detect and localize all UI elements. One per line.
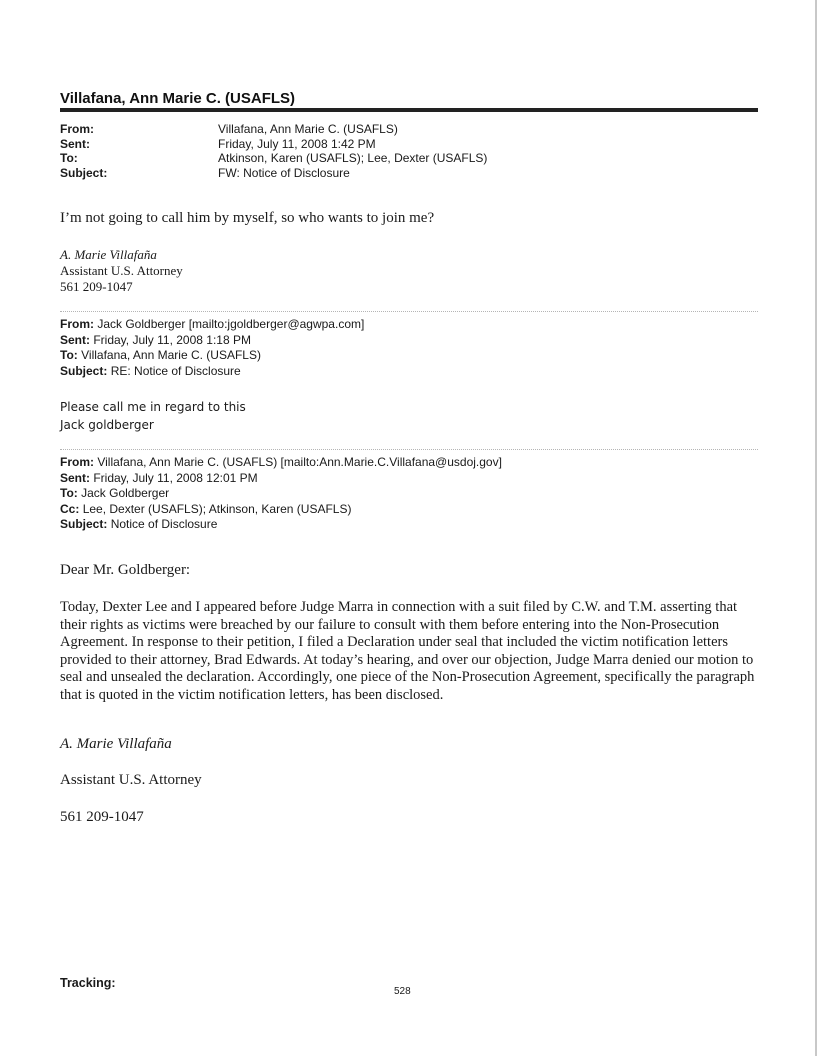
fwd2-sent-label: Sent:: [60, 470, 90, 485]
header-subject-row: [60, 166, 487, 181]
to-value: Atkinson, Karen (USAFLS); Lee, Dexter (USAFLS): [218, 151, 488, 165]
greeting: Dear Mr. Goldberger:: [60, 562, 191, 578]
fwd2-cc-label: Cc:: [60, 501, 80, 516]
fwd2-sent-value: Friday, July 11, 2008 12:01 PM: [93, 470, 258, 485]
forwarded-header-2: [60, 455, 502, 533]
forwarded-message-1-body: [60, 398, 246, 434]
fwd2-subject-label: Subject:: [60, 517, 108, 531]
signature-name: A. Marie Villafaña: [60, 736, 172, 752]
fwd2-from-label: From:: [60, 455, 94, 469]
to-label: To:: [60, 151, 78, 165]
signature-title: Assistant U.S. Attorney: [60, 263, 183, 278]
signature-phone: 561 209-1047: [60, 809, 144, 825]
fwd2-from-value: Villafana, Ann Marie C. (USAFLS) [mailto:Ann.Marie.C.Villafana@usdoj.gov]: [97, 455, 502, 469]
page-number: 528: [394, 986, 411, 997]
fwd1-body-line: Jack goldberger: [60, 418, 154, 432]
signature-title: Assistant U.S. Attorney: [60, 772, 202, 788]
fwd1-sent-label: Sent:: [60, 332, 90, 347]
fwd1-to-label: To:: [60, 348, 78, 362]
fwd2-to-label: To:: [60, 486, 78, 500]
document-title: Villafana, Ann Marie C. (USAFLS): [60, 90, 296, 107]
fwd2-subject-value: Notice of Disclosure: [110, 517, 218, 531]
fwd2-to-value: Jack Goldberger: [81, 486, 170, 500]
forward-divider: [60, 311, 758, 312]
fwd1-from-label: From:: [60, 317, 94, 331]
subject-label: Subject:: [60, 165, 108, 180]
fwd1-from-value: Jack Goldberger [mailto:jgoldberger@agwpa.com]: [97, 317, 365, 331]
from-label: From:: [60, 122, 94, 136]
forwarded-message-2-body: Today, Dexter Lee and I appeared before Judge Marra in connection with a suit filed by C.W. and T.M. asserting that their rights as victims were breached by our failure to consult with them before entering into the Non-Prosecution Agreement. In response to their petition, I filed a Declaration under seal that included the victim notification letters provided to their attorney, Brad Edwards. At today’s hearing, and over our objection, Judge Marra denied our motion to seal and unsealed the declaration. Accordingly, one piece of the Non-Prosecution Agreement, specifically the paragraph that is quoted in the victim notification letters, has been disclosed.: [60, 599, 755, 703]
fwd1-to-value: Villafana, Ann Marie C. (USAFLS): [81, 348, 261, 362]
signature-name: A. Marie Villafaña: [60, 247, 157, 262]
subject-value: FW: Notice of Disclosure: [218, 165, 350, 180]
forwarded-header-1: [60, 317, 364, 379]
sent-value: Friday, July 11, 2008 1:42 PM: [218, 136, 376, 151]
tracking-label: Tracking:: [60, 976, 116, 990]
signature-phone: 561 209-1047: [60, 279, 133, 294]
signature-block: [60, 247, 183, 295]
header-from-row: [60, 122, 487, 137]
message-body: I’m not going to call him by myself, so who wants to join me?: [60, 210, 435, 226]
title-divider: [60, 108, 758, 112]
fwd1-sent-value: Friday, July 11, 2008 1:18 PM: [93, 332, 251, 347]
fwd2-cc-value: Lee, Dexter (USAFLS); Atkinson, Karen (USAFLS): [82, 501, 352, 516]
fwd1-body-line: Please call me in regard to this: [60, 400, 246, 414]
from-value: Villafana, Ann Marie C. (USAFLS): [218, 122, 398, 136]
header-to-row: [60, 151, 487, 166]
fwd1-subject-value: RE: Notice of Disclosure: [110, 363, 241, 378]
sent-label: Sent:: [60, 136, 90, 151]
email-header: [60, 122, 487, 180]
forward-divider: [60, 449, 758, 450]
fwd1-subject-label: Subject:: [60, 363, 108, 378]
header-sent-row: [60, 137, 487, 152]
